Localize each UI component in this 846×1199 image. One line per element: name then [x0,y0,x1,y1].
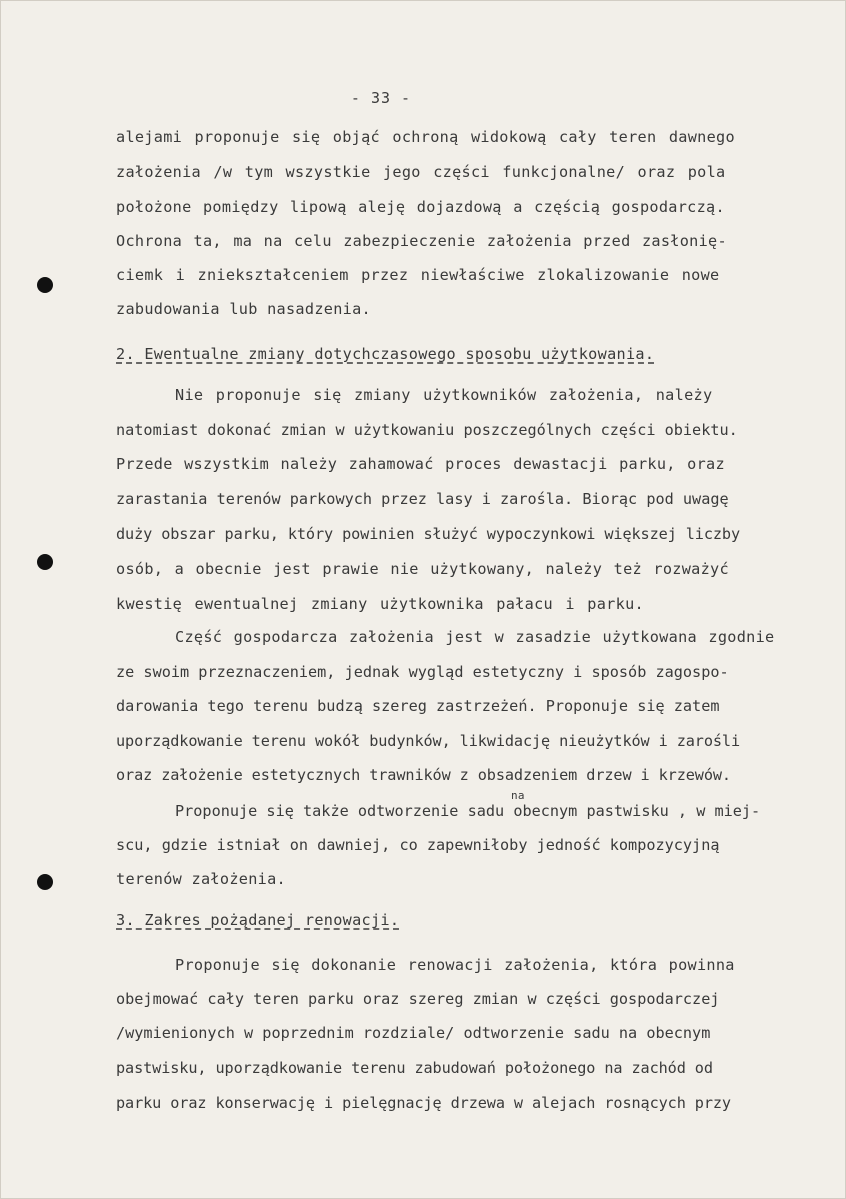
text-line: Przede wszystkim należy zahamować proces dewastacji parku, oraz [116,455,725,473]
text-line: uporządkowanie terenu wokół budynków, likwidację nieużytków i zarośli [116,732,741,750]
text-line: położone pomiędzy lipową aleję dojazdową a częścią gospodarczą. [116,198,725,216]
text-line: osób, a obecnie jest prawie nie użytkowany, należy też rozważyć [116,560,729,578]
text-line: duży obszar parku, który powinien służyć wypoczynkowi większej liczby [116,525,741,543]
text-line: obejmować cały teren parku oraz szereg zmian w części gospodarczej [116,990,720,1008]
text-line: darowania tego terenu budzą szereg zastrzeżeń. Proponuje się zatem [116,697,720,715]
text-line: Nie proponuje się zmiany użytkowników założenia, należy [175,386,713,404]
text-line: Ochrona ta, ma na celu zabezpieczenie założenia przed zasłonię- [116,232,727,250]
text-line: zarastania terenów parkowych przez lasy i zarośla. Biorąc pod uwagę [116,490,729,508]
punch-hole-middle [37,554,53,570]
text-line: oraz założenie estetycznych trawników z obsadzeniem drzew i krzewów. [116,766,731,784]
text-line: natomiast dokonać zmian w użytkowaniu poszczególnych części obiektu. [116,421,738,439]
section-heading-3: 3. Zakres pożądanej renowacji. [116,911,400,929]
punch-hole-bottom [37,874,53,890]
text-line: pastwisku, uporządkowanie terenu zabudowań położonego na zachód od [116,1059,713,1077]
text-line: ze swoim przeznaczeniem, jednak wygląd estetyczny i sposób zagospo- [116,663,729,681]
superscript-correction: na [511,789,525,802]
text-line: Proponuje się także odtworzenie sadu obecnym pastwisku , w miej- [175,802,761,820]
text-line: założenia /w tym wszystkie jego części funkcjonalne/ oraz pola [116,163,726,181]
text-line: terenów założenia. [116,870,286,888]
page-number: - 33 - [350,89,412,107]
section-heading-2: 2. Ewentualne zmiany dotychczasowego sposobu użytkowania. [116,345,655,363]
text-line: ciemk i zniekształceniem przez niewłaściwe zlokalizowanie nowe [116,266,720,284]
text-line: zabudowania lub nasadzenia. [116,300,371,318]
text-line: kwestię ewentualnej zmiany użytkownika pałacu i parku. [116,595,644,613]
text-line: alejami proponuje się objąć ochroną widokową cały teren dawnego [116,128,735,146]
text-line: Część gospodarcza założenia jest w zasadzie użytkowana zgodnie [175,628,775,646]
punch-hole-top [37,277,53,293]
text-line: parku oraz konserwację i pielęgnację drzewa w alejach rosnących przy [116,1094,731,1112]
text-line: /wymienionych w poprzednim rozdziale/ odtworzenie sadu na obecnym [116,1024,711,1042]
text-line: Proponuje się dokonanie renowacji założenia, która powinna [175,956,735,974]
text-line: scu, gdzie istniał on dawniej, co zapewniłoby jedność kompozycyjną [116,836,720,854]
